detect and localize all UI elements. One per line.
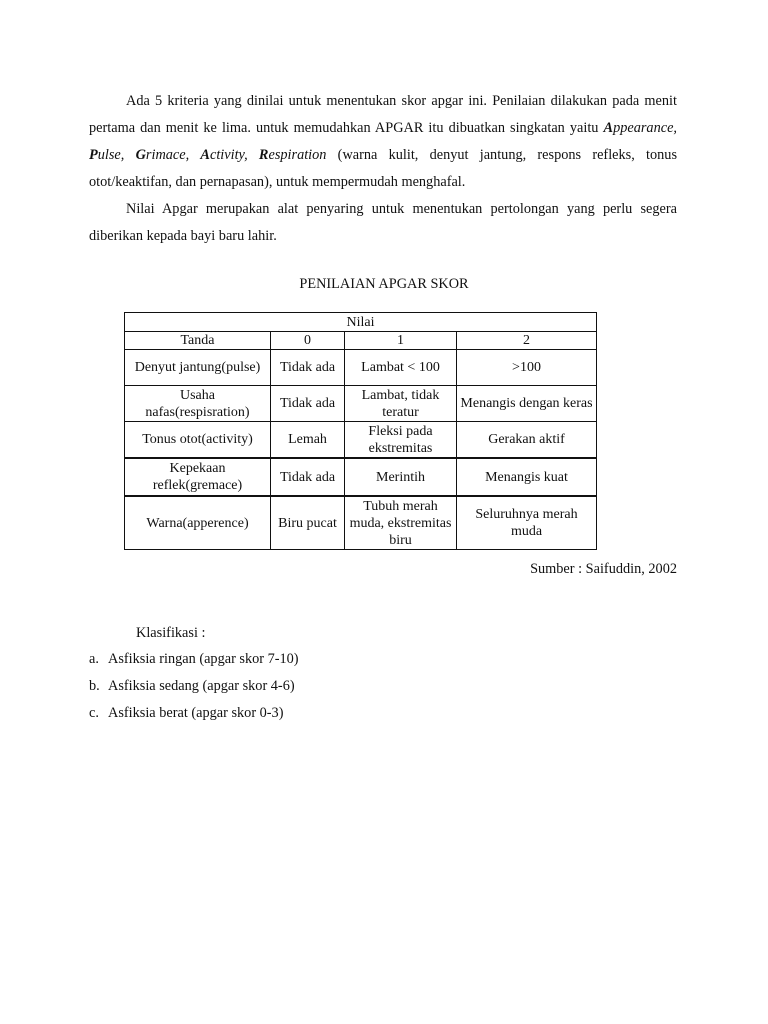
table-row — [125, 422, 597, 459]
row-sign: Tonus otot(activity) — [125, 422, 271, 459]
list-marker: b. — [89, 678, 100, 694]
row-score-1: Lambat, tidak teratur — [345, 386, 457, 422]
list-item-text: Asfiksia ringan (apgar skor 7-10) — [108, 651, 299, 667]
classification-title: Klasifikasi : — [136, 625, 206, 641]
acronym-appearance: Appearance, — [603, 120, 677, 136]
row-score-0: Tidak ada — [271, 350, 345, 386]
apgar-score-table — [124, 312, 597, 550]
header-score-0: 0 — [271, 332, 345, 350]
row-score-0: Tidak ada — [271, 386, 345, 422]
list-item — [89, 651, 299, 678]
row-score-0: Biru pucat — [271, 496, 345, 550]
classification-list — [89, 651, 299, 732]
row-score-1: Lambat < 100 — [345, 350, 457, 386]
row-sign: Warna(apperence) — [125, 496, 271, 550]
row-sign: Usaha nafas(respisration) — [125, 386, 271, 422]
list-item — [89, 705, 299, 732]
row-score-1: Merintih — [345, 458, 457, 496]
row-score-1: Tubuh merah muda, ekstremitas biru — [345, 496, 457, 550]
table-source: Sumber : Saifuddin, 2002 — [530, 561, 677, 577]
row-score-2: Gerakan aktif — [457, 422, 597, 459]
acronym-pulse: Pulse, — [89, 147, 136, 163]
list-marker: a. — [89, 651, 99, 667]
table-group-header-row — [125, 313, 597, 332]
row-score-2: Seluruhnya merah muda — [457, 496, 597, 550]
intro-text-start: Ada 5 kriteria yang dinilai untuk menentukan skor apgar ini. Penilaian dilakukan pada menit pertama dan menit ke lima. untuk memudahkan APGAR itu dibuatkan singkatan yaitu — [89, 93, 677, 136]
acronym-activity: Activity, — [200, 147, 259, 163]
table-row — [125, 496, 597, 550]
intro-paragraph-2: Nilai Apgar merupakan alat penyaring untuk menentukan pertolongan yang perlu segera diberikan kepada bayi baru lahir. — [89, 201, 677, 244]
acronym-grimace: Grimace, — [135, 147, 201, 163]
row-score-2: >100 — [457, 350, 597, 386]
intro-paragraph-1 — [89, 88, 677, 196]
row-score-0: Lemah — [271, 422, 345, 459]
list-item — [89, 678, 299, 705]
header-score-2: 2 — [457, 332, 597, 350]
list-item-text: Asfiksia sedang (apgar skor 4-6) — [108, 678, 295, 694]
table-row — [125, 458, 597, 496]
row-sign: Denyut jantung(pulse) — [125, 350, 271, 386]
row-score-0: Tidak ada — [271, 458, 345, 496]
group-header-nilai: Nilai — [125, 313, 597, 332]
row-score-1: Fleksi pada ekstremitas — [345, 422, 457, 459]
table-title: PENILAIAN APGAR SKOR — [299, 276, 469, 292]
header-tanda: Tanda — [125, 332, 271, 350]
table-header-row — [125, 332, 597, 350]
row-score-2: Menangis kuat — [457, 458, 597, 496]
intro-text-end: (warna kulit, denyut jantung, respons refleks, tonus otot/keaktifan, dan pernapasan), untuk mempermudah menghafal. — [89, 147, 678, 190]
row-sign: Kepekaan reflek(gremace) — [125, 458, 271, 496]
acronym-respiration: Respiration — [258, 147, 327, 163]
header-score-1: 1 — [345, 332, 457, 350]
row-score-2: Menangis dengan keras — [457, 386, 597, 422]
list-marker: c. — [89, 705, 99, 721]
list-item-text: Asfiksia berat (apgar skor 0-3) — [108, 705, 284, 721]
table-row — [125, 386, 597, 422]
table-row — [125, 350, 597, 386]
